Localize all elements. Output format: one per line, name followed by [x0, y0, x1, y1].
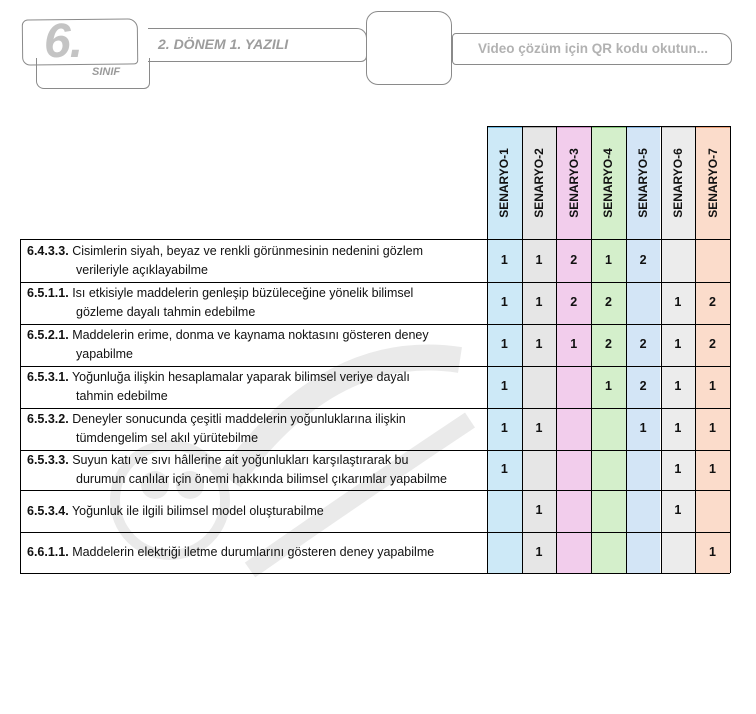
scenario-cell-value: 1 — [535, 337, 543, 351]
grid-line-h — [487, 126, 730, 127]
scenario-cell-value: 1 — [709, 462, 716, 476]
outcome-text — [27, 410, 482, 448]
scenario-cell-value: 1 — [535, 421, 543, 435]
class-label: SINIF — [92, 66, 121, 78]
scenario-header-label[interactable]: SENARYO-3 — [566, 147, 581, 218]
scenario-cell-value: 2 — [570, 252, 578, 267]
scenario-cell-value: 2 — [709, 337, 716, 351]
scenario-cell-value: 1 — [535, 544, 543, 559]
scenario-cell-value: 1 — [674, 337, 682, 351]
scenario-header-label[interactable]: SENARYO-2 — [532, 147, 547, 218]
scenario-cell-value: 1 — [674, 462, 682, 476]
outcome-code: 6.6.1.1. — [27, 545, 69, 559]
outcome-line1: Isı etkisiyle maddelerin genleşip büzüleceğine yönelik bilimsel — [72, 286, 414, 300]
scenario-header-label[interactable]: SENARYO-5 — [636, 147, 651, 218]
scenario-cell-value: 2 — [604, 295, 612, 309]
outcome-line2: gözleme dayalı tahmin edebilme — [76, 305, 256, 319]
scenario-cell-value: 1 — [500, 252, 508, 267]
scenario-cell-value: 2 — [639, 337, 647, 351]
scenario-cell-value: 1 — [500, 337, 508, 351]
grid-line-h — [20, 532, 730, 533]
scenario-cell-value: 1 — [535, 252, 543, 267]
grid-line-v — [730, 126, 731, 573]
scenario-cell-value: 1 — [709, 421, 716, 435]
outcome-line1: Maddelerin elektriği iletme durumlarını gösteren deney yapabilme — [72, 545, 435, 559]
outcome-line1: Cisimlerin siyah, beyaz ve renkli görünmesinin nedenini gözlem — [72, 243, 424, 258]
grid-line-v — [626, 126, 627, 573]
video-hint-text: Video çözüm için QR kodu okutun... — [478, 41, 709, 56]
grid-line-h — [20, 366, 730, 367]
scenario-cell-value: 1 — [604, 252, 612, 267]
outcome-code: 6.5.3.2. — [27, 412, 69, 426]
grid-line-v — [20, 239, 21, 573]
scenario-cell-value: 1 — [500, 462, 508, 476]
outcome-line1: Yoğunluğa ilişkin hesaplamalar yaparak bilimsel veriye dayalı — [71, 370, 410, 384]
scenario-cell-value: 1 — [604, 379, 612, 393]
outcome-text — [27, 284, 482, 322]
grid-line-h — [20, 408, 730, 409]
outcome-text — [27, 242, 482, 280]
grid-line-v — [695, 126, 696, 573]
outcome-text — [27, 326, 482, 364]
outcome-code: 6.5.1.1. — [27, 286, 69, 300]
grade-number: 6. — [44, 15, 83, 68]
scenario-cell-value: 2 — [639, 252, 647, 267]
scenario-header-label[interactable]: SENARYO-7 — [705, 147, 720, 218]
scenario-cell-value: 1 — [500, 295, 508, 309]
scenario-cell-value: 1 — [674, 503, 682, 517]
outcome-line2: durumun canlılar için önemi hakkında bilimsel çıkarımlar yapabilme — [76, 472, 447, 486]
scenario-header-label[interactable]: SENARYO-6 — [670, 147, 685, 218]
scenario-cell-value: 1 — [570, 337, 578, 351]
outcome-text — [27, 451, 482, 489]
scenario-cell-value: 1 — [709, 379, 716, 393]
exam-title: 2. DÖNEM 1. YAZILI — [158, 36, 289, 52]
outcome-scenario-table — [20, 126, 730, 573]
grid-line-h — [20, 573, 730, 574]
outcome-code: 6.4.3.3. — [27, 243, 69, 258]
scenario-cell-value: 1 — [674, 421, 682, 435]
outcome-code: 6.5.2.1. — [27, 328, 69, 342]
grid-line-h — [20, 282, 730, 283]
scenario-cell-value: 1 — [709, 544, 716, 559]
outcome-text — [27, 368, 482, 406]
scenario-cell-value: 1 — [535, 295, 543, 309]
scenario-cell-value: 1 — [500, 379, 508, 393]
scenario-cell-value: 1 — [500, 421, 508, 435]
outcome-line1: Maddelerin erime, donma ve kaynama noktasını gösteren deney — [72, 328, 429, 342]
grid-line-v — [487, 126, 488, 573]
outcome-code: 6.5.3.4. — [27, 503, 69, 518]
scenario-cell-value: 1 — [639, 421, 647, 435]
grid-line-h — [20, 239, 730, 240]
grid-line-v — [591, 126, 592, 573]
scenario-cell-value: 1 — [535, 503, 543, 517]
scenario-cell-value: 2 — [604, 337, 612, 351]
grid-line-v — [556, 126, 557, 573]
scenario-cell-value: 2 — [709, 295, 716, 309]
outcome-text — [27, 502, 482, 521]
grid-line-h — [20, 324, 730, 325]
outcome-code: 6.5.3.1. — [27, 370, 69, 384]
grid-line-v — [661, 126, 662, 573]
grid-line-h — [20, 450, 730, 451]
outcome-text — [27, 543, 482, 562]
outcome-line1: Yoğunluk ile ilgili bilimsel model oluşturabilme — [71, 503, 324, 518]
scenario-cell-value: 1 — [674, 295, 682, 309]
outcome-line2: verileriyle açıklayabilme — [76, 262, 208, 277]
outcome-line2: tahmin edebilme — [76, 389, 168, 403]
scenario-cell-value: 1 — [674, 379, 682, 393]
outcome-line1: Suyun katı ve sıvı hâllerine ait yoğunlukları karşılaştırarak bu — [72, 453, 409, 467]
qr-code-placeholder[interactable] — [366, 11, 452, 85]
grid-line-h — [20, 490, 730, 491]
scenario-header-label[interactable]: SENARYO-1 — [497, 147, 512, 218]
grid-line-v — [522, 126, 523, 573]
outcome-line2: yapabilme — [76, 347, 133, 361]
scenario-header-label[interactable]: SENARYO-4 — [601, 147, 616, 218]
outcome-code: 6.5.3.3. — [27, 453, 69, 467]
scenario-cell-value: 2 — [639, 379, 647, 393]
scenario-cell-value: 2 — [570, 295, 578, 309]
outcome-line1: Deneyler sonucunda çeşitli maddelerin yoğunluklarına ilişkin — [72, 412, 406, 426]
outcome-line2: tümdengelim sel akıl yürütebilme — [76, 431, 259, 445]
